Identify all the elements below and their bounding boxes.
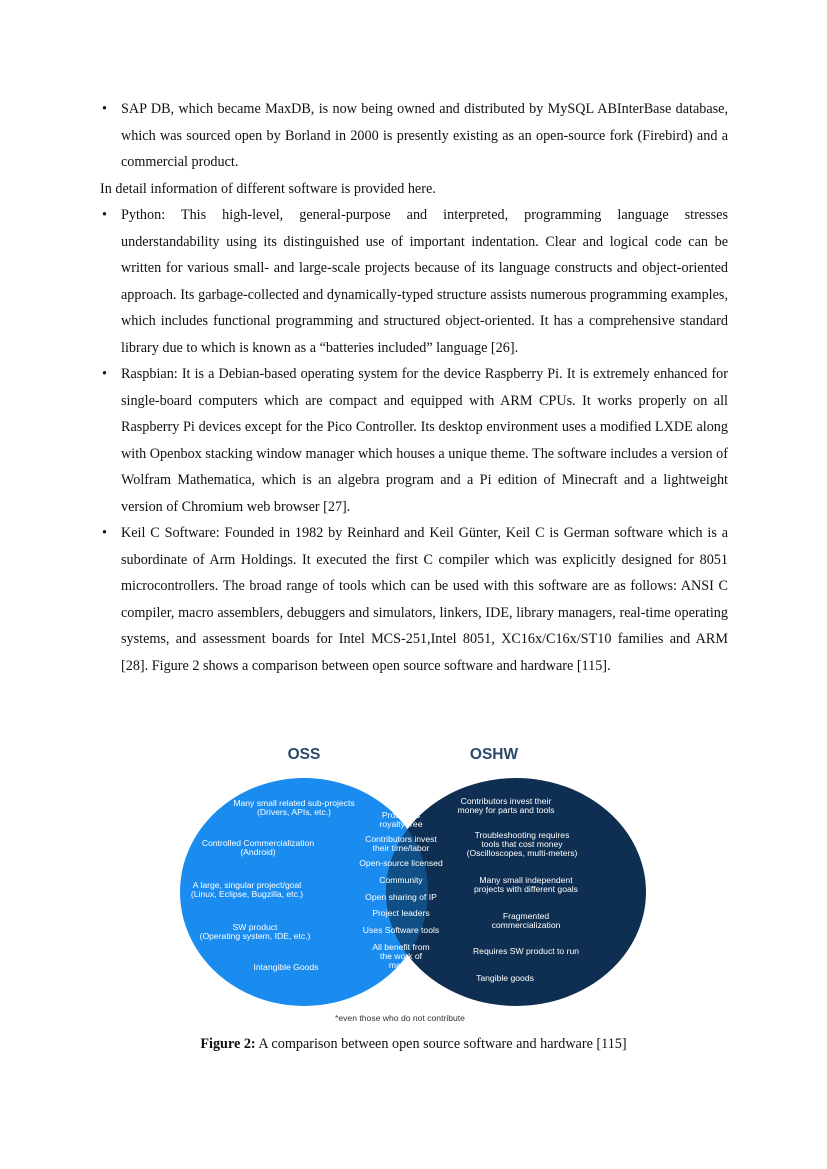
shared-item bbox=[379, 875, 423, 885]
bullet-sapdb bbox=[100, 96, 728, 176]
figure-caption bbox=[0, 1036, 827, 1053]
oshw-item-line: Troubleshooting requires bbox=[474, 830, 570, 840]
bullet-python bbox=[100, 202, 728, 361]
oshw-item-line: Contributors invest their bbox=[460, 796, 552, 806]
oshw-item bbox=[467, 830, 578, 858]
bullet-text: Python: This high-level, general-purpose and interpreted, programming language stresses understandability using its distinguished use of important indentation. Clear and logical code can be written for various small- and large-scale projects because of its language constructs and object-oriented approach. Its garbage-collected and dynamically-typed structure assists numerous programming examples, which includes functional programming and structured object-oriented. It has a comprehensive standard library due to which is known as a “batteries included” language [26]. bbox=[121, 207, 728, 356]
oshw-item bbox=[458, 796, 555, 815]
intro-paragraph: In detail information of different software is provided here. bbox=[100, 180, 436, 197]
oshw-item-line: money for parts and tools bbox=[457, 805, 555, 815]
oshw-item-line: commercialization bbox=[491, 920, 561, 930]
shared-item bbox=[363, 925, 439, 935]
oss-oshw-venn-diagram bbox=[180, 740, 648, 1026]
shared-item bbox=[359, 858, 443, 868]
oshw-item-line: (Oscilloscopes, multi-meters) bbox=[466, 848, 578, 858]
oss-item-line: (Operating system, IDE, etc.) bbox=[199, 931, 311, 941]
shared-item-line: Community bbox=[379, 875, 423, 885]
bullet-text: SAP DB, which became MaxDB, is now being owned and distributed by MySQL ABInterBase database, which was sourced open by Borland in 2000 is presently existing as an open-source fork (Firebird) and a commercial product. bbox=[121, 101, 728, 170]
oshw-item-line: Tangible goods bbox=[476, 973, 534, 983]
oshw-item-line: tools that cost money bbox=[481, 839, 563, 849]
shared-item bbox=[372, 908, 429, 918]
oss-item bbox=[254, 962, 319, 972]
shared-item-line: Project leaders bbox=[372, 908, 430, 918]
oss-item-line: Controlled Commercialization bbox=[201, 838, 315, 848]
oshw-item bbox=[474, 875, 578, 894]
shared-item-line: Open-source licensed bbox=[359, 858, 443, 868]
bullet-dot: • bbox=[102, 101, 107, 117]
oss-title: OSS bbox=[287, 746, 321, 763]
shared-item-line: Uses Software tools bbox=[362, 925, 440, 935]
shared-item-line: Contributors invest bbox=[365, 834, 437, 844]
shared-item-line: many* bbox=[388, 960, 414, 970]
shared-item bbox=[380, 810, 423, 829]
oss-item-line: (Android) bbox=[240, 847, 276, 857]
oshw-item-line: Requires SW product to run bbox=[472, 946, 580, 956]
shared-item-line: All benefit from bbox=[372, 942, 430, 952]
oss-item-line: Many small related sub-projects bbox=[233, 798, 355, 808]
shared-item bbox=[365, 892, 437, 902]
oss-item-line: A large, singular project/goal bbox=[192, 880, 302, 890]
bullet-dot: • bbox=[102, 525, 107, 541]
bullet-keil bbox=[100, 520, 728, 679]
shared-item-line: their time/labor bbox=[372, 843, 430, 853]
shared-item-line: Open sharing of IP bbox=[365, 892, 437, 902]
oshw-item-line: Many small independent bbox=[479, 875, 573, 885]
oss-item-line: Intangible Goods bbox=[253, 962, 319, 972]
bullet-dot: • bbox=[102, 366, 107, 382]
shared-item bbox=[365, 834, 437, 853]
shared-item-line: the work of bbox=[379, 951, 423, 961]
oss-item-line: (Linux, Eclipse, Bugzilla, etc.) bbox=[190, 889, 304, 899]
shared-item-line: Product is bbox=[381, 810, 421, 820]
oshw-item bbox=[473, 946, 579, 956]
venn-footnote: *even those who do not contribute bbox=[335, 1013, 465, 1023]
oshw-item-line: Fragmented bbox=[502, 911, 550, 921]
oss-item-line: SW product bbox=[232, 922, 278, 932]
caption-label: Figure 2: bbox=[200, 1036, 256, 1052]
bullet-text: Raspbian: It is a Debian-based operating system for the device Raspberry Pi. It is extremely enhanced for single-board computers which are compact and equipped with ARM CPUs. It works properly on all Raspberry Pi devices except for the Pico Controller. Its desktop environment uses a modified LXDE along with Openbox stacking window manager which houses a unique theme. The software includes a version of Wolfram Mathematica, which is an algebra program and a Pi edition of Minecraft and a lightweight version of Chromium web browser [27]. bbox=[121, 366, 728, 515]
oss-item bbox=[191, 880, 303, 899]
oshw-item-line: projects with different goals bbox=[474, 884, 578, 894]
oshw-item bbox=[476, 973, 534, 983]
bullet-text: Keil C Software: Founded in 1982 by Reinhard and Keil Günter, Keil C is German software which is a subordinate of Arm Holdings. It executed the first C compiler which was explicitly designed for 8051 microcontrollers. The broad range of tools which can be used with this software are as follows: ANSI C compiler, macro assemblers, debuggers and simulators, linkers, IDE, library managers, real-time operating systems, and assessment boards for Intel MCS-251,Intel 8051, XC16x/C16x/ST10 families and ARM [28]. Figure 2 shows a comparison between open source software and hardware [115]. bbox=[121, 525, 728, 674]
top-bullets bbox=[100, 96, 728, 679]
shared-item-line: royalty-free bbox=[379, 819, 423, 829]
bullet-raspbian bbox=[100, 361, 728, 520]
caption-text: A comparison between open source software and hardware [115] bbox=[255, 1036, 627, 1052]
bullet-dot: • bbox=[102, 207, 107, 223]
oshw-title: OSHW bbox=[469, 746, 519, 763]
oss-item-line: (Drivers, APIs, etc.) bbox=[256, 807, 332, 817]
